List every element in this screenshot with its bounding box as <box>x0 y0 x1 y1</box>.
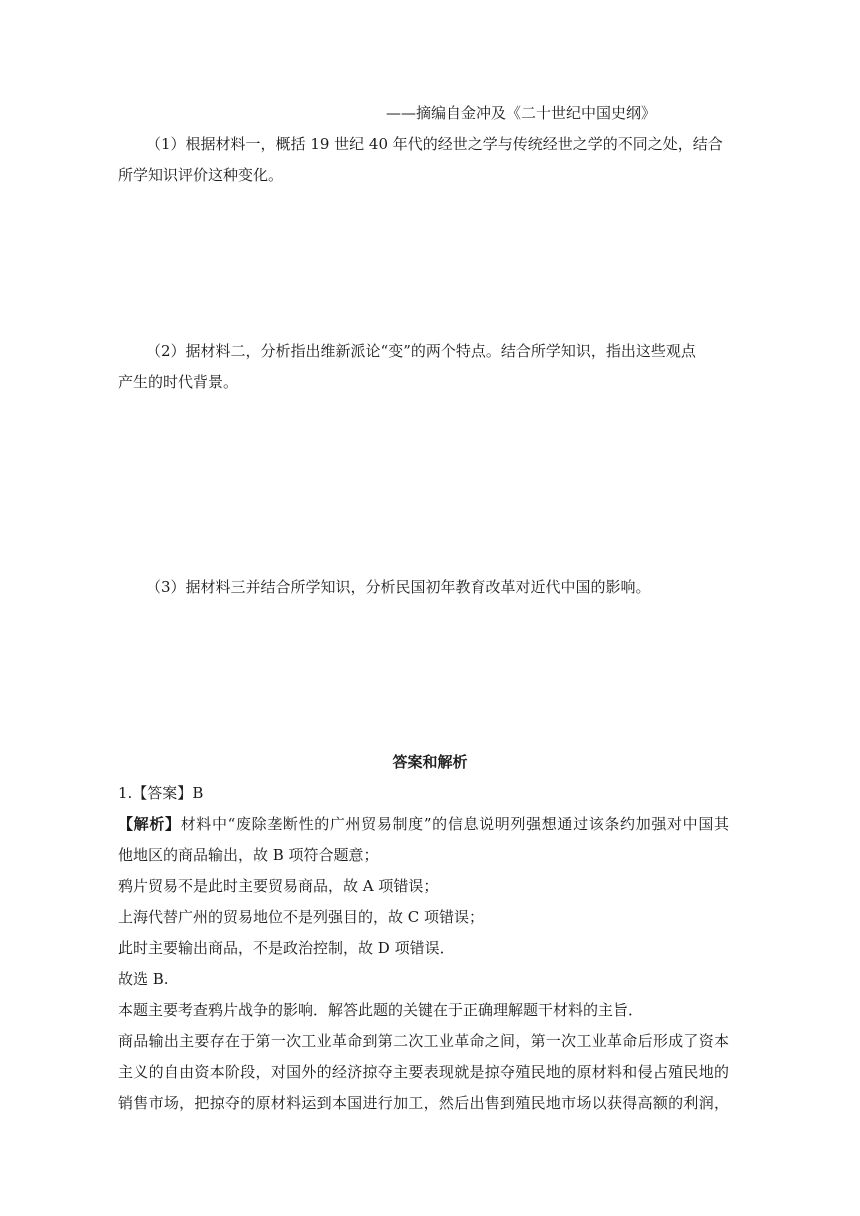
question-2-line-1: （2）据材料二，分析指出维新派论“变”的两个特点。结合所学知识，指出这些观点 <box>146 342 696 360</box>
analysis-label: 【解析】 <box>118 815 181 833</box>
analysis-line-6: 故选 B. <box>118 970 169 988</box>
analysis-line-2: 他地区的商品输出，故 B 项符合题意； <box>118 846 379 864</box>
answer-section-title: 答案和解析 <box>392 753 468 771</box>
analysis-line-10: 销售市场，把掠夺的原材料运到本国进行加工，然后出售到殖民地市场以获得高额的利润， <box>118 1094 729 1112</box>
analysis-line-7: 本题主要考查鸦片战争的影响．解答此题的关键在于正确理解题干材料的主旨． <box>118 1001 644 1019</box>
analysis-line-3: 鸦片贸易不是此时主要贸易商品，故 A 项错误； <box>118 877 439 895</box>
question-3-line-1: （3）据材料三并结合所学知识，分析民国初年教育改革对近代中国的影响。 <box>146 578 651 596</box>
source-citation: ——摘编自金冲及《二十世纪中国史纲》 <box>386 104 657 122</box>
analysis-line-4: 上海代替广州的贸易地位不是列强目的，故 C 项错误； <box>118 908 485 926</box>
analysis-line-8: 商品输出主要存在于第一次工业革命到第二次工业革命之间，第一次工业革命后形成了资本 <box>118 1032 729 1050</box>
answer-1-value: B <box>192 784 204 802</box>
answer-1-line <box>118 783 203 803</box>
analysis-line-1 <box>118 814 729 834</box>
answer-1-prefix: 1.【答案】 <box>118 784 193 802</box>
question-2-line-2: 产生的时代背景。 <box>118 373 239 391</box>
question-1-line-1: （1）根据材料一，概括 19 世纪 40 年代的经世之学与传统经世之学的不同之处，结合 <box>146 135 723 153</box>
question-1-line-2: 所学知识评价这种变化。 <box>118 166 284 184</box>
analysis-text-1: 材料中“废除垄断性的广州贸易制度”的信息说明列强想通过该条约加强对中国其 <box>180 815 729 833</box>
analysis-line-5: 此时主要输出商品，不是政治控制，故 D 项错误． <box>118 939 455 957</box>
analysis-line-9: 主义的自由资本阶段，对国外的经济掠夺主要表现就是掠夺殖民地的原材料和侵占殖民地的 <box>118 1063 729 1081</box>
